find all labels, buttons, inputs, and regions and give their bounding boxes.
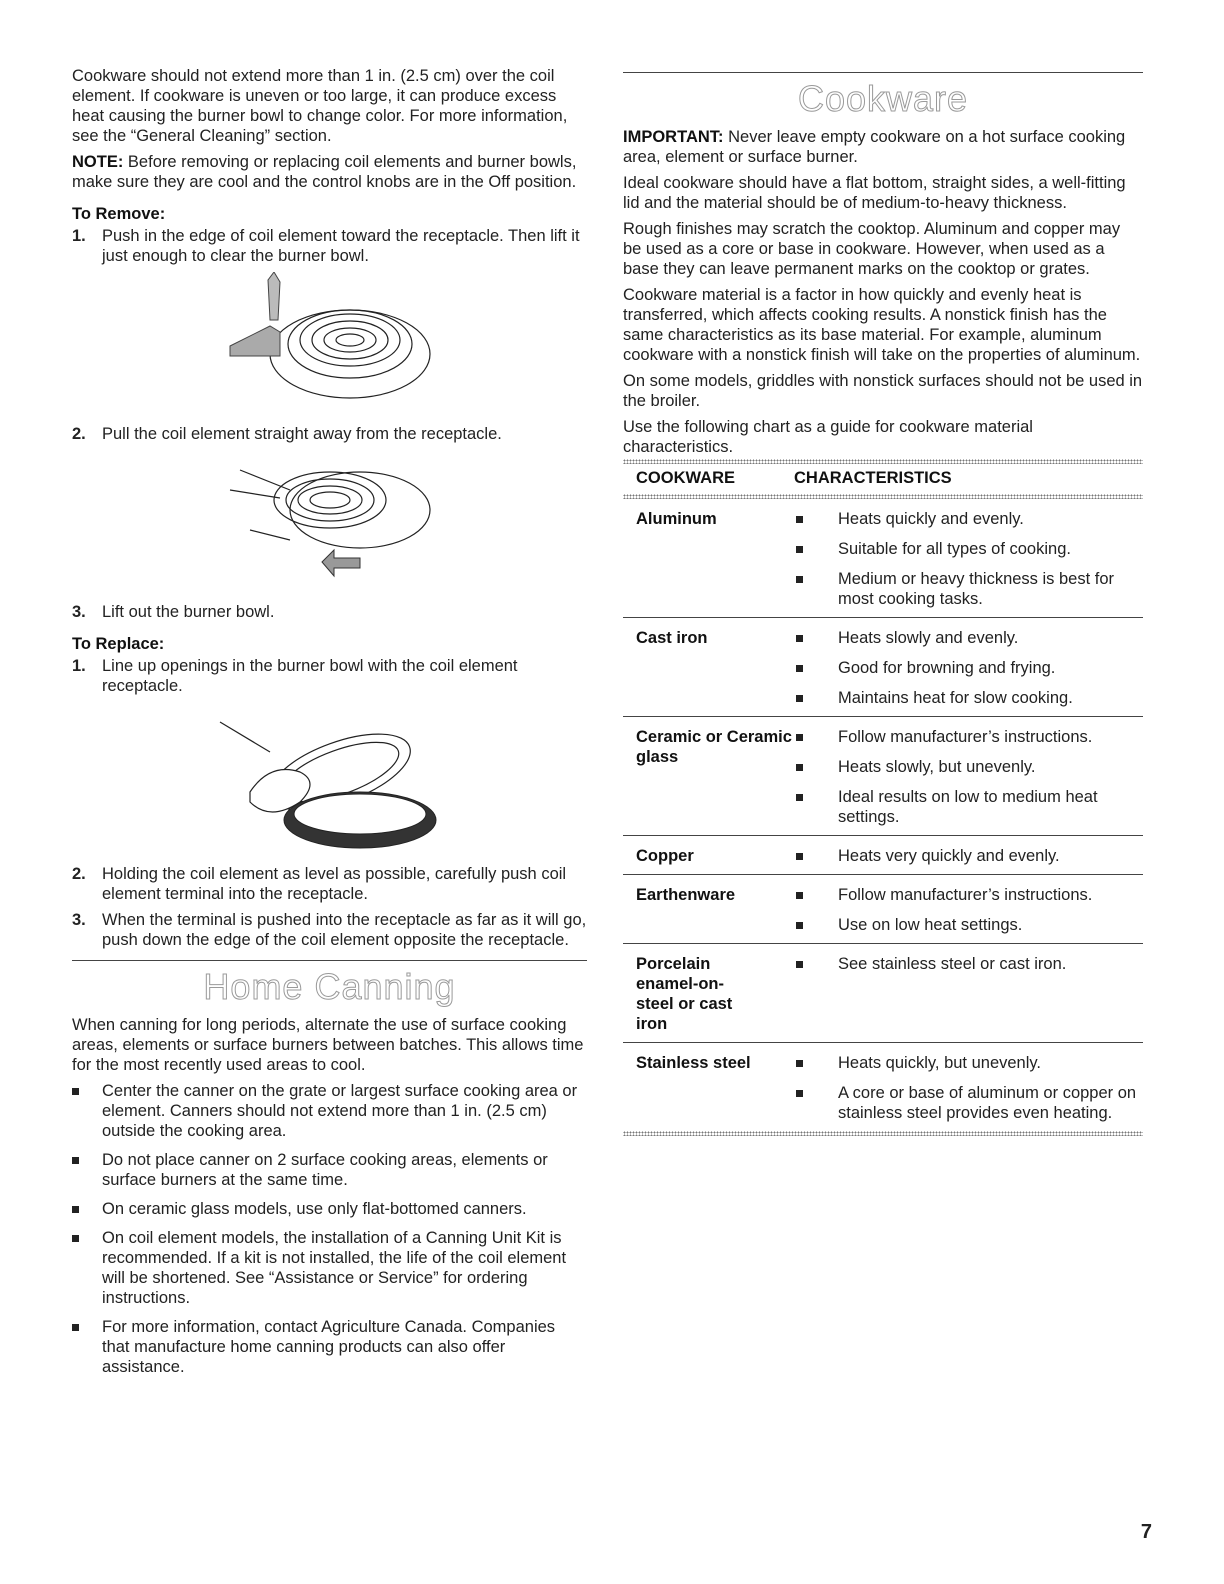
characteristic-item — [794, 846, 1143, 866]
table-row — [623, 944, 1143, 1043]
bullet-text: On ceramic glass models, use only flat-bottomed canners. — [102, 1200, 527, 1218]
left-column — [72, 66, 587, 1386]
characteristic-item — [794, 885, 1143, 905]
bullet-icon — [796, 922, 803, 929]
bullet-text: For more information, contact Agriculture Canada. Companies that manufacture home canning products can also offer assistance. — [102, 1318, 556, 1376]
characteristic-text: Suitable for all types of cooking. — [838, 540, 1071, 558]
step-text: Lift out the burner bowl. — [102, 603, 275, 621]
material-cell: Copper — [623, 836, 794, 875]
characteristics-cell — [794, 875, 1143, 944]
intro-paragraph: Cookware should not extend more than 1 in. (2.5 cm) over the coil element. If cookware is uneven or too large, it can produce excess heat causing the burner bowl to change color. For more information, see the “General Cleaning” section. — [72, 67, 568, 145]
replace-heading: To Replace: — [72, 635, 165, 653]
characteristic-item — [794, 569, 1143, 609]
chart-intro-paragraph: Use the following chart as a guide for cookware material characteristics. — [623, 418, 1033, 456]
remove-heading: To Remove: — [72, 205, 166, 223]
bullet-icon — [72, 1088, 79, 1095]
replace-step — [72, 910, 587, 950]
canning-bullet — [72, 1228, 587, 1308]
ideal-paragraph: Ideal cookware should have a flat bottom, straight sides, a well-fitting lid and the material should be of medium-to-heavy thickness. — [623, 174, 1126, 212]
canning-bullet — [72, 1081, 587, 1141]
important-paragraph — [623, 127, 1143, 167]
bullet-icon — [796, 546, 803, 553]
cookware-title: Cookware — [797, 78, 969, 119]
characteristic-item — [794, 757, 1143, 777]
bullet-text: Center the canner on the grate or largest surface cooking area or element. Canners should not extend more than 1 in. (2.5 cm) outside the cooking area. — [102, 1082, 578, 1140]
characteristic-text: Medium or heavy thickness is best for most cooking tasks. — [838, 570, 1115, 608]
characteristic-text: Heats quickly, but unevenly. — [838, 1054, 1041, 1072]
characteristic-text: Follow manufacturer’s instructions. — [838, 886, 1093, 904]
cookware-table — [623, 464, 1143, 1131]
bullet-icon — [796, 516, 803, 523]
characteristic-item — [794, 539, 1143, 559]
note-label: NOTE: — [72, 153, 124, 171]
step-number: 3. — [72, 911, 86, 929]
important-label: IMPORTANT: — [623, 128, 724, 146]
bullet-icon — [796, 695, 803, 702]
remove-step — [72, 602, 587, 622]
table-row — [623, 618, 1143, 717]
step-text: When the terminal is pushed into the receptacle as far as it will go, push down the edge of the coil element opposite the receptacle. — [102, 911, 587, 949]
characteristic-text: Follow manufacturer’s instructions. — [838, 728, 1093, 746]
step-number: 2. — [72, 425, 86, 443]
note-text: Before removing or replacing coil elements and burner bowls, make sure they are cool and the control knobs are in the Off position. — [72, 153, 577, 191]
characteristic-text: Heats slowly and evenly. — [838, 629, 1019, 647]
characteristic-item — [794, 628, 1143, 648]
step-text: Pull the coil element straight away from the receptacle. — [102, 425, 502, 443]
step-number: 1. — [72, 657, 86, 675]
bullet-icon — [796, 1090, 803, 1097]
bullet-icon — [72, 1324, 79, 1331]
characteristic-text: Heats slowly, but unevenly. — [838, 758, 1036, 776]
table-bottom-border — [623, 1131, 1143, 1136]
canning-bullet — [72, 1150, 587, 1190]
home-canning-title: Home Canning — [203, 966, 456, 1007]
bullet-icon — [796, 961, 803, 968]
characteristics-cell — [794, 836, 1143, 875]
rough-paragraph: Rough finishes may scratch the cooktop. Aluminum and copper may be used as a core or base in cookware. However, when used as a base they can leave permanent marks on the cooktop or grates. — [623, 220, 1121, 278]
step-number: 2. — [72, 865, 86, 883]
characteristic-text: A core or base of aluminum or copper on stainless steel provides even heating. — [838, 1084, 1137, 1122]
characteristic-item — [794, 658, 1143, 678]
bullet-icon — [796, 665, 803, 672]
characteristic-text: Ideal results on low to medium heat settings. — [838, 788, 1098, 826]
characteristic-text: Use on low heat settings. — [838, 916, 1023, 934]
bullet-icon — [72, 1206, 79, 1213]
remove-coil-illustration — [210, 272, 450, 412]
characteristics-cell — [794, 1043, 1143, 1132]
material-cell: Porcelain enamel-on-steel or cast iron — [623, 944, 794, 1043]
important-text: Never leave empty cookware on a hot surface cooking area, element or surface burner. — [623, 128, 1126, 166]
material-cell: Stainless steel — [636, 1054, 751, 1072]
right-column — [623, 66, 1143, 1136]
characteristic-text: Good for browning and frying. — [838, 659, 1056, 677]
bullet-icon — [796, 794, 803, 801]
bullet-icon — [796, 892, 803, 899]
bullet-text: On coil element models, the installation of a Canning Unit Kit is recommended. If a kit is not installed, the life of the coil element will be shortened. See “Assistance or Service” for ordering instructions. — [102, 1229, 567, 1307]
material-paragraph: Cookware material is a factor in how quickly and evenly heat is transferred, which affects cooking results. A nonstick finish has the same characteristics as its base material. For example, aluminum cookware with a nonstick finish will take on the properties of aluminum. — [623, 286, 1141, 364]
canning-bullet — [72, 1199, 587, 1219]
remove-step — [72, 424, 587, 444]
characteristic-text: See stainless steel or cast iron. — [838, 955, 1067, 973]
characteristic-item — [794, 915, 1143, 935]
material-cell: Cast iron — [623, 618, 794, 717]
canning-bullet — [72, 1317, 587, 1377]
characteristic-item — [794, 787, 1143, 827]
table-row — [623, 717, 1143, 836]
table-row — [623, 836, 1143, 875]
bullet-icon — [796, 853, 803, 860]
bullet-icon — [796, 734, 803, 741]
step-text: Holding the coil element as level as possible, carefully push coil element terminal into the receptacle. — [102, 865, 567, 903]
page-number: 7 — [1140, 1521, 1152, 1543]
section-divider — [623, 72, 1143, 73]
replace-bowl-illustration — [210, 702, 450, 852]
characteristics-cell — [794, 717, 1143, 836]
pull-coil-illustration — [210, 450, 450, 590]
col-header-characteristics: CHARACTERISTICS — [794, 469, 952, 487]
step-number: 3. — [72, 603, 86, 621]
characteristic-item — [794, 509, 1143, 529]
remove-step — [72, 226, 587, 266]
characteristics-cell — [794, 499, 1143, 618]
col-header-cookware: COOKWARE — [636, 469, 735, 487]
bullet-icon — [796, 635, 803, 642]
bullet-icon — [72, 1235, 79, 1242]
characteristic-text: Heats quickly and evenly. — [838, 510, 1024, 528]
characteristic-item — [794, 688, 1143, 708]
bullet-text: Do not place canner on 2 surface cooking areas, elements or surface burners at the same time. — [102, 1151, 548, 1189]
section-divider — [72, 960, 587, 961]
table-row — [623, 1043, 1143, 1132]
canning-intro: When canning for long periods, alternate the use of surface cooking areas, elements or surface burners between batches. This allows time for the most recently used areas to cool. — [72, 1016, 584, 1074]
note-paragraph — [72, 152, 587, 192]
replace-step — [72, 656, 587, 696]
bullet-icon — [72, 1157, 79, 1164]
replace-step — [72, 864, 587, 904]
characteristic-item — [794, 1053, 1143, 1073]
characteristic-item — [794, 727, 1143, 747]
griddle-paragraph: On some models, griddles with nonstick surfaces should not be used in the broiler. — [623, 372, 1143, 410]
characteristic-item — [794, 954, 1143, 974]
material-cell: Ceramic or Ceramic glass — [623, 717, 794, 836]
bullet-icon — [796, 764, 803, 771]
characteristic-text: Maintains heat for slow cooking. — [838, 689, 1073, 707]
table-row — [623, 875, 1143, 944]
characteristics-cell — [794, 618, 1143, 717]
table-header-row — [623, 464, 1143, 494]
characteristic-item — [794, 1083, 1143, 1123]
material-cell: Aluminum — [623, 499, 794, 618]
table-row — [623, 499, 1143, 618]
material-cell: Earthenware — [623, 875, 794, 944]
bullet-icon — [796, 1060, 803, 1067]
step-number: 1. — [72, 227, 86, 245]
bullet-icon — [796, 576, 803, 583]
characteristics-cell — [794, 944, 1143, 1043]
characteristic-text: Heats very quickly and evenly. — [838, 847, 1060, 865]
step-text: Line up openings in the burner bowl with the coil element receptacle. — [102, 657, 518, 695]
step-text: Push in the edge of coil element toward the receptacle. Then lift it just enough to clear the burner bowl. — [102, 227, 580, 265]
